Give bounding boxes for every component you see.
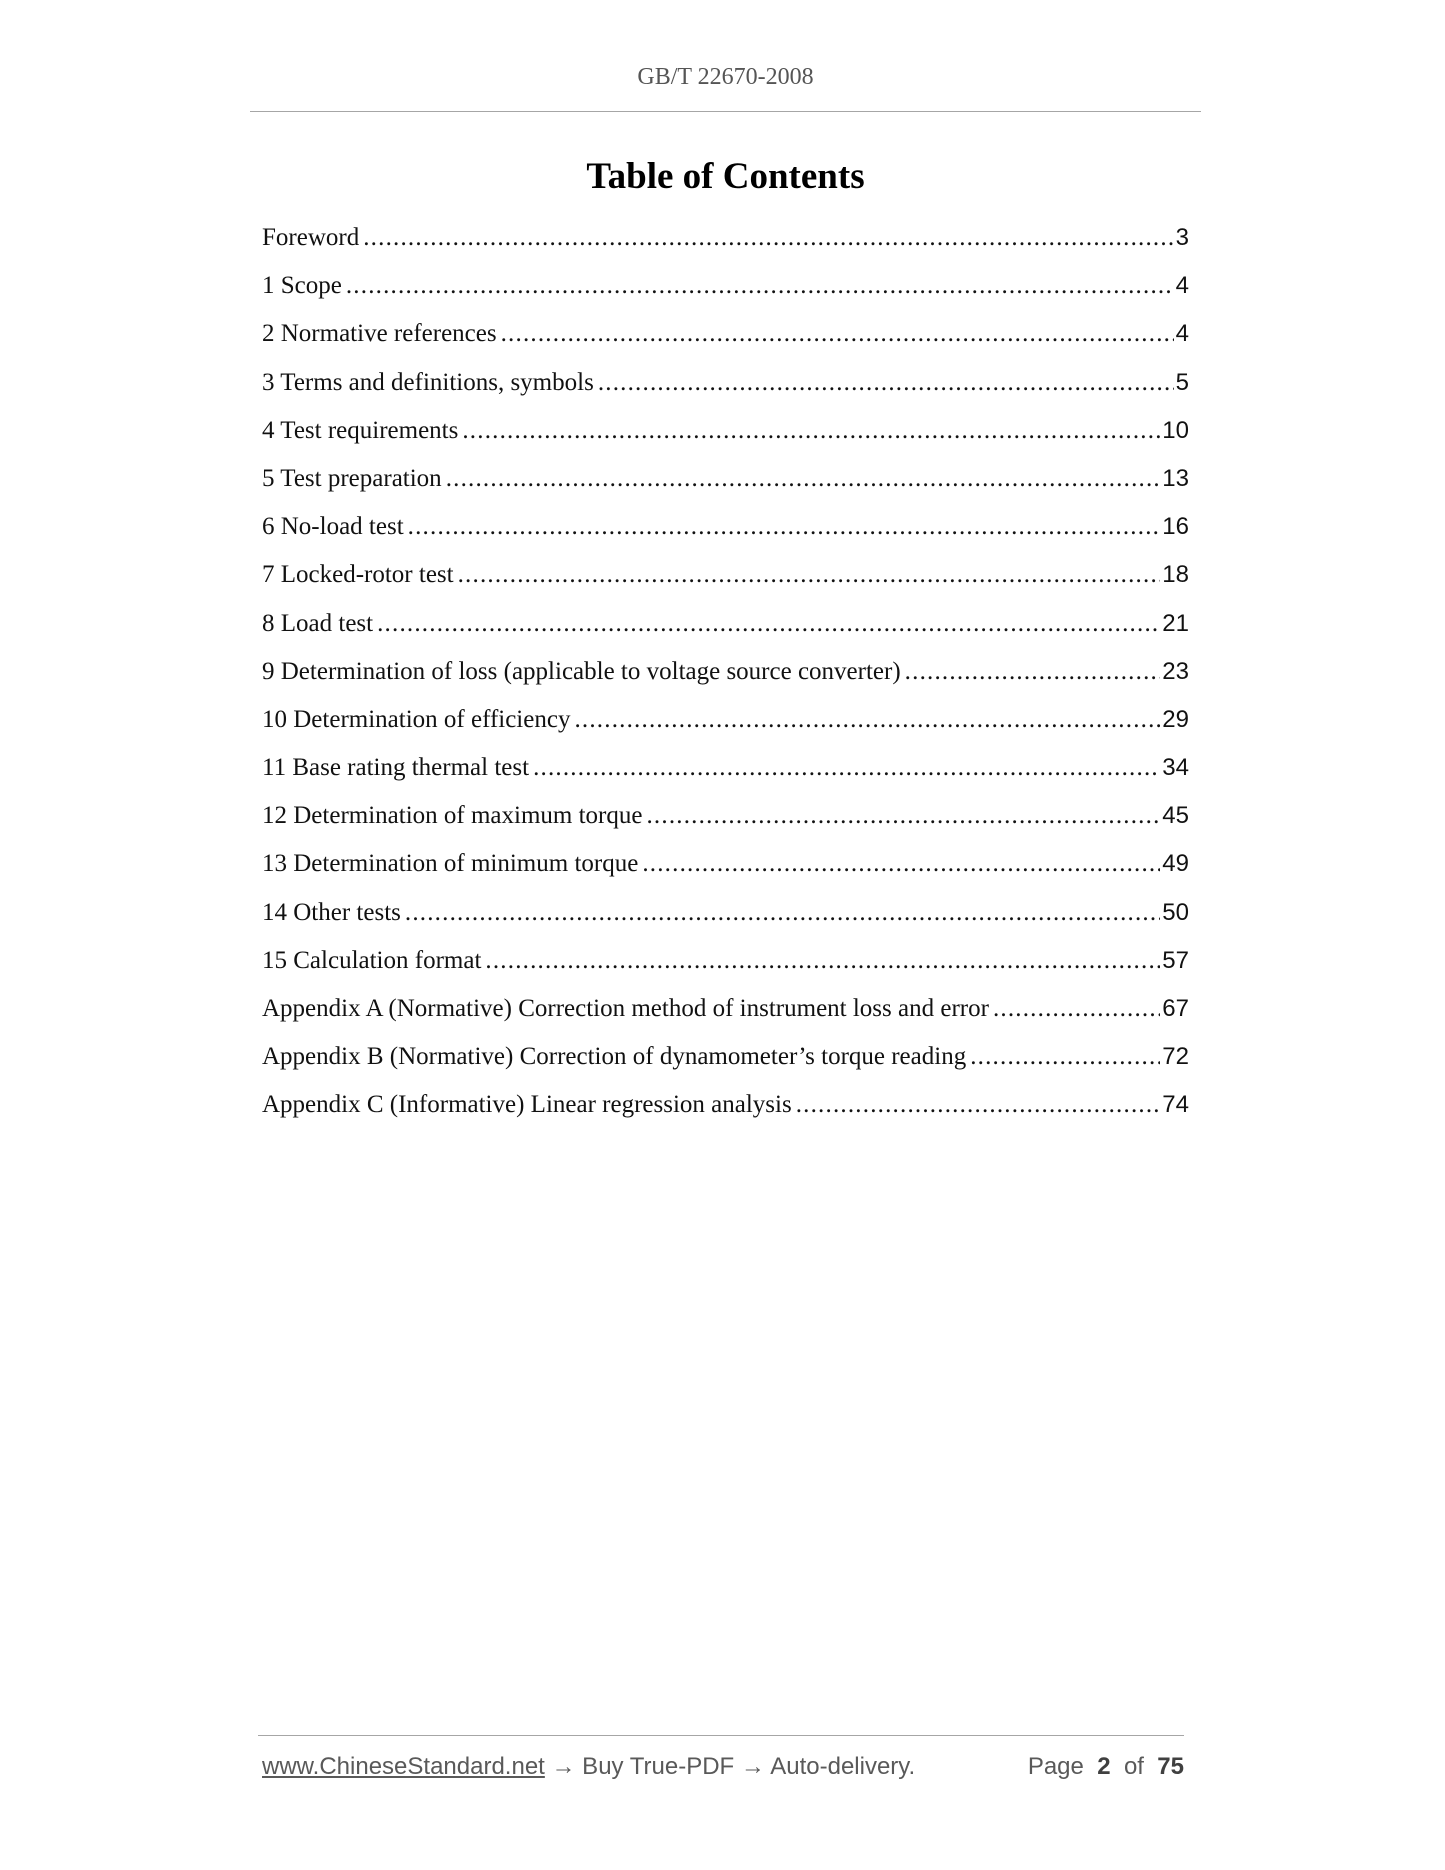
- toc-entry-page: 10: [1162, 416, 1189, 444]
- current-page-number: 2: [1097, 1753, 1111, 1780]
- toc-entry-title: 15 Calculation format: [262, 946, 482, 974]
- toc-entry-leader: [533, 754, 1160, 782]
- toc-entry-title: 11 Base rating thermal test: [262, 754, 530, 782]
- toc-entry-page: 67: [1162, 995, 1189, 1022]
- toc-entry[interactable]: [262, 320, 1189, 368]
- toc-entry-title: Appendix C (Informative) Linear regression analysis: [262, 1091, 792, 1119]
- toc-entry-leader: [501, 320, 1174, 348]
- toc-entry-leader: [646, 802, 1160, 830]
- toc-entry-title: 14 Other tests: [262, 898, 401, 926]
- toc-entry[interactable]: [262, 850, 1189, 898]
- toc-entry-title: 2 Normative references: [262, 320, 497, 348]
- toc-entry-page: 23: [1162, 657, 1189, 685]
- toc-entry-page: 50: [1162, 898, 1189, 926]
- toc-entry-page: 72: [1162, 1043, 1189, 1071]
- toc-entry[interactable]: [262, 899, 1189, 947]
- toc-entry[interactable]: [262, 754, 1189, 802]
- toc-entry[interactable]: [262, 706, 1189, 754]
- toc-entry-leader: [377, 610, 1160, 638]
- toc-entry[interactable]: [262, 224, 1189, 272]
- toc-entry-leader: [642, 850, 1160, 878]
- toc-entry-title: 4 Test requirements: [262, 416, 459, 444]
- page-indicator: [1028, 1753, 1184, 1781]
- toc-entry-title: Foreword: [262, 224, 360, 251]
- of-label: of: [1123, 1753, 1144, 1780]
- toc-entry-leader: [346, 272, 1174, 300]
- site-link[interactable]: www.ChineseStandard.net: [262, 1753, 545, 1780]
- toc-entry-page: 4: [1175, 320, 1189, 348]
- footer-promo: [262, 1753, 915, 1781]
- toc-entry-leader: [458, 561, 1161, 589]
- toc-list: [262, 224, 1189, 1140]
- toc-entry-leader: [905, 658, 1161, 686]
- toc-entry-page: 4: [1175, 272, 1189, 300]
- toc-entry-leader: [574, 706, 1160, 734]
- toc-entry-title: 8 Load test: [262, 609, 374, 637]
- toc-entry-leader: [970, 1043, 1160, 1071]
- toc-entry[interactable]: [262, 272, 1189, 320]
- toc-entry[interactable]: [262, 417, 1189, 465]
- toc-entry-title: 13 Determination of minimum torque: [262, 850, 639, 878]
- toc-entry-leader: [363, 224, 1173, 252]
- toc-entry-page: 18: [1162, 561, 1189, 589]
- toc-entry-leader: [446, 465, 1161, 493]
- toc-entry-page: 49: [1162, 850, 1189, 878]
- toc-entry[interactable]: [262, 658, 1189, 706]
- toc-entry[interactable]: [262, 369, 1189, 417]
- toc-entry-page: 3: [1175, 224, 1189, 251]
- page-label: Page: [1027, 1753, 1084, 1780]
- toc-entry-page: 16: [1162, 513, 1189, 541]
- toc-entry[interactable]: [262, 1091, 1189, 1139]
- toc-entry-title: 5 Test preparation: [262, 464, 442, 492]
- toc-entry-leader: [598, 369, 1174, 397]
- page-footer: [262, 1753, 1184, 1781]
- toc-entry-page: 45: [1162, 802, 1189, 830]
- footer-promo-text: → Buy True-PDF → Auto-delivery.: [544, 1753, 916, 1780]
- toc-entry-title: 6 No-load test: [262, 513, 404, 541]
- toc-entry-leader: [408, 513, 1161, 541]
- toc-entry-page: 34: [1162, 754, 1189, 782]
- toc-entry-title: 7 Locked-rotor test: [262, 561, 454, 589]
- toc-entry[interactable]: [262, 561, 1189, 609]
- toc-entry-page: 29: [1162, 705, 1189, 733]
- toc-entry[interactable]: [262, 610, 1189, 658]
- toc-entry-page: 57: [1162, 946, 1189, 974]
- toc-heading: Table of Contents: [586, 156, 865, 197]
- toc-entry-title: Appendix A (Normative) Correction method of instrument loss and error: [262, 995, 989, 1022]
- toc-entry-title: Appendix B (Normative) Correction of dynamometer’s torque reading: [262, 1043, 967, 1071]
- toc-entry[interactable]: [262, 513, 1189, 561]
- total-pages-number: 75: [1157, 1753, 1184, 1780]
- toc-entry-page: 21: [1162, 609, 1189, 637]
- toc-entry[interactable]: [262, 1043, 1189, 1091]
- toc-entry[interactable]: [262, 995, 1189, 1043]
- toc-entry[interactable]: [262, 802, 1189, 850]
- toc-entry-title: 3 Terms and definitions, symbols: [262, 368, 594, 396]
- toc-entry-leader: [993, 995, 1160, 1023]
- document-standard-number: GB/T 22670-2008: [637, 64, 814, 90]
- toc-entry-title: 12 Determination of maximum torque: [262, 802, 643, 830]
- header-divider: [250, 111, 1201, 112]
- toc-entry[interactable]: [262, 465, 1189, 513]
- toc-entry-title: 1 Scope: [262, 272, 342, 300]
- toc-entry-page: 13: [1162, 464, 1189, 492]
- footer-divider: [258, 1735, 1184, 1736]
- toc-entry-page: 74: [1162, 1091, 1189, 1119]
- toc-entry-title: 9 Determination of loss (applicable to voltage source converter): [262, 657, 901, 685]
- toc-entry-leader: [405, 899, 1160, 927]
- toc-entry[interactable]: [262, 947, 1189, 995]
- toc-entry-leader: [462, 417, 1160, 445]
- toc-entry-leader: [796, 1091, 1161, 1119]
- toc-entry-leader: [485, 947, 1160, 975]
- toc-entry-page: 5: [1175, 368, 1189, 396]
- toc-entry-title: 10 Determination of efficiency: [262, 705, 571, 733]
